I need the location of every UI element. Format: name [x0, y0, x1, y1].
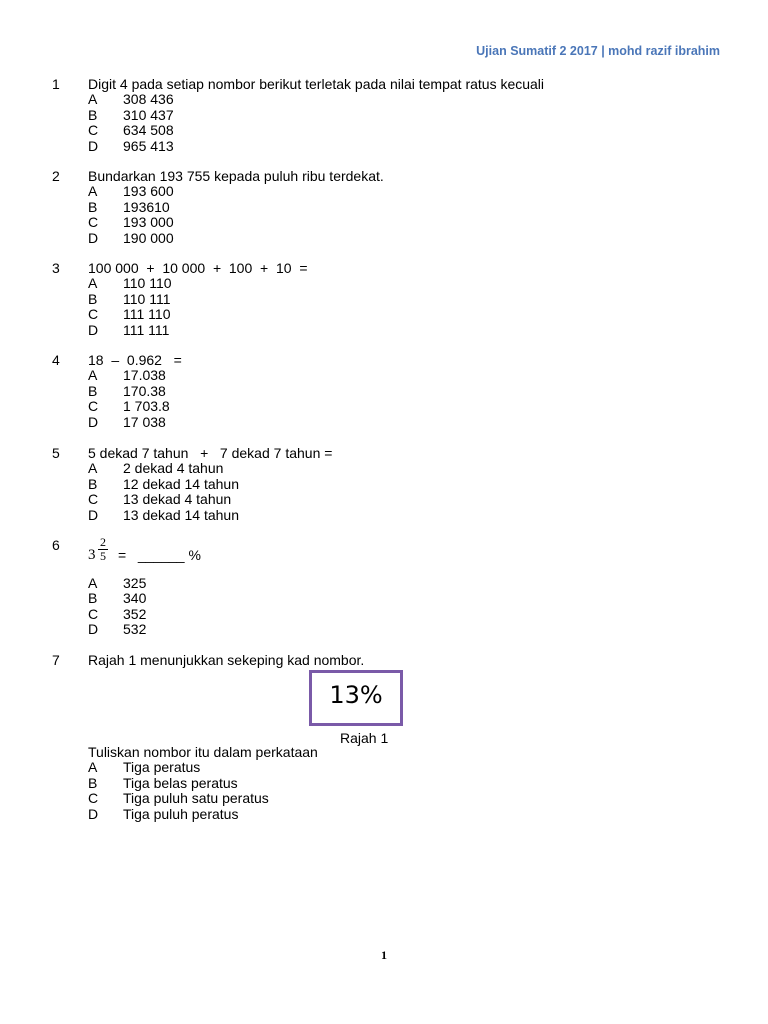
option-value: 308 436 — [123, 91, 174, 108]
option-value: 110 111 — [123, 290, 171, 307]
option-value: 12 dekad 14 tahun — [123, 475, 239, 492]
option-letter: D — [88, 229, 99, 246]
option-letter: A — [88, 275, 98, 292]
fraction-whole: 3 — [88, 547, 96, 563]
option-letter: B — [88, 590, 98, 607]
option-c — [88, 123, 688, 138]
option-d — [88, 807, 688, 822]
option-value: 352 — [123, 605, 147, 622]
option-letter: B — [88, 106, 98, 123]
option-b — [88, 776, 688, 791]
question-text: Rajah 1 menunjukkan sekeping kad nombor. — [88, 652, 365, 668]
option-d — [88, 139, 688, 154]
option-a — [88, 461, 688, 476]
option-a — [88, 184, 688, 199]
option-letter: D — [88, 805, 99, 822]
option-b — [88, 591, 688, 606]
option-letter: D — [88, 413, 99, 430]
option-letter: C — [88, 790, 99, 807]
option-value: 532 — [123, 621, 147, 638]
option-letter: B — [88, 475, 98, 492]
question-number: 2 — [52, 168, 60, 184]
question-text: Tuliskan nombor itu dalam perkataan — [88, 744, 318, 760]
option-value: 17 038 — [123, 413, 166, 430]
question-number: 7 — [52, 652, 60, 668]
question-text: Digit 4 pada setiap nombor berikut terletak pada nilai tempat ratus kecuali — [88, 76, 545, 92]
question-number: 6 — [52, 537, 60, 553]
number-card — [309, 670, 403, 726]
page-number: 1 — [381, 948, 387, 962]
fraction-numerator: 2 — [100, 535, 106, 549]
fraction — [98, 536, 108, 563]
option-a — [88, 368, 688, 383]
option-c — [88, 399, 688, 414]
option-value: 111 111 — [123, 321, 170, 338]
option-letter: C — [88, 491, 99, 508]
option-value: 13 dekad 4 tahun — [123, 491, 232, 508]
option-letter: D — [88, 321, 99, 338]
option-value: 2 dekad 4 tahun — [123, 460, 224, 477]
question-number: 1 — [52, 76, 60, 92]
option-d — [88, 415, 688, 430]
option-value: Tiga puluh satu peratus — [123, 790, 269, 807]
option-value: Tiga belas peratus — [123, 774, 238, 791]
option-d — [88, 323, 688, 338]
option-value: Tiga puluh peratus — [123, 805, 239, 822]
option-c — [88, 215, 688, 230]
question-text: 100 000 + 10 000 + 100 + 10 = — [88, 260, 308, 276]
fraction-denominator: 5 — [100, 549, 106, 563]
option-c — [88, 492, 688, 507]
option-letter: A — [88, 91, 98, 108]
option-d — [88, 231, 688, 246]
question-text: = ______ % — [118, 547, 201, 563]
option-letter: B — [88, 774, 98, 791]
option-c — [88, 307, 688, 322]
option-letter: B — [88, 198, 98, 215]
option-value: 110 110 — [123, 275, 172, 292]
option-value: 1 703.8 — [123, 398, 170, 415]
option-d — [88, 508, 688, 523]
option-letter: C — [88, 398, 99, 415]
option-value: 170.38 — [123, 382, 166, 399]
option-value: 13 dekad 14 tahun — [123, 506, 239, 523]
question-number: 5 — [52, 445, 60, 461]
question-number: 4 — [52, 352, 60, 368]
option-value: 17.038 — [123, 367, 166, 384]
question-text: Bundarkan 193 755 kepada puluh ribu terdekat. — [88, 168, 384, 184]
option-value: 965 413 — [123, 137, 174, 154]
option-a — [88, 760, 688, 775]
question-number: 3 — [52, 260, 60, 276]
option-a — [88, 276, 688, 291]
option-value: 111 110 — [123, 306, 171, 323]
question-text: 18 – 0.962 = — [88, 352, 182, 368]
option-letter: A — [88, 183, 98, 200]
option-value: 340 — [123, 590, 147, 607]
option-value: 193610 — [123, 198, 170, 215]
option-letter: C — [88, 214, 99, 231]
question-text: 5 dekad 7 tahun + 7 dekad 7 tahun = — [88, 445, 333, 461]
option-value: 634 508 — [123, 122, 174, 139]
option-value: 193 600 — [123, 183, 174, 200]
option-letter: A — [88, 460, 98, 477]
document-header: Ujian Sumatif 2 2017 | mohd razif ibrahim — [476, 44, 720, 58]
option-letter: A — [88, 759, 98, 776]
option-letter: D — [88, 621, 99, 638]
option-letter: B — [88, 382, 98, 399]
option-letter: C — [88, 306, 99, 323]
option-a — [88, 576, 688, 591]
option-letter: C — [88, 605, 99, 622]
option-letter: D — [88, 506, 99, 523]
option-value: 325 — [123, 575, 147, 591]
option-a — [88, 92, 688, 107]
option-c — [88, 791, 688, 806]
option-value: Tiga peratus — [123, 759, 201, 776]
option-value: 310 437 — [123, 106, 174, 123]
option-letter: D — [88, 137, 99, 154]
option-letter: A — [88, 367, 98, 384]
option-value: 193 000 — [123, 214, 174, 231]
option-letter: B — [88, 290, 98, 307]
option-b — [88, 477, 688, 492]
option-letter: C — [88, 122, 99, 139]
option-c — [88, 607, 688, 622]
option-b — [88, 200, 688, 215]
option-b — [88, 292, 688, 307]
figure-caption: Rajah 1 — [340, 730, 389, 746]
option-value: 190 000 — [123, 229, 174, 246]
option-letter: A — [88, 575, 98, 591]
option-b — [88, 384, 688, 399]
number-card-value: 13% — [329, 681, 383, 709]
option-b — [88, 108, 688, 123]
option-d — [88, 622, 688, 637]
